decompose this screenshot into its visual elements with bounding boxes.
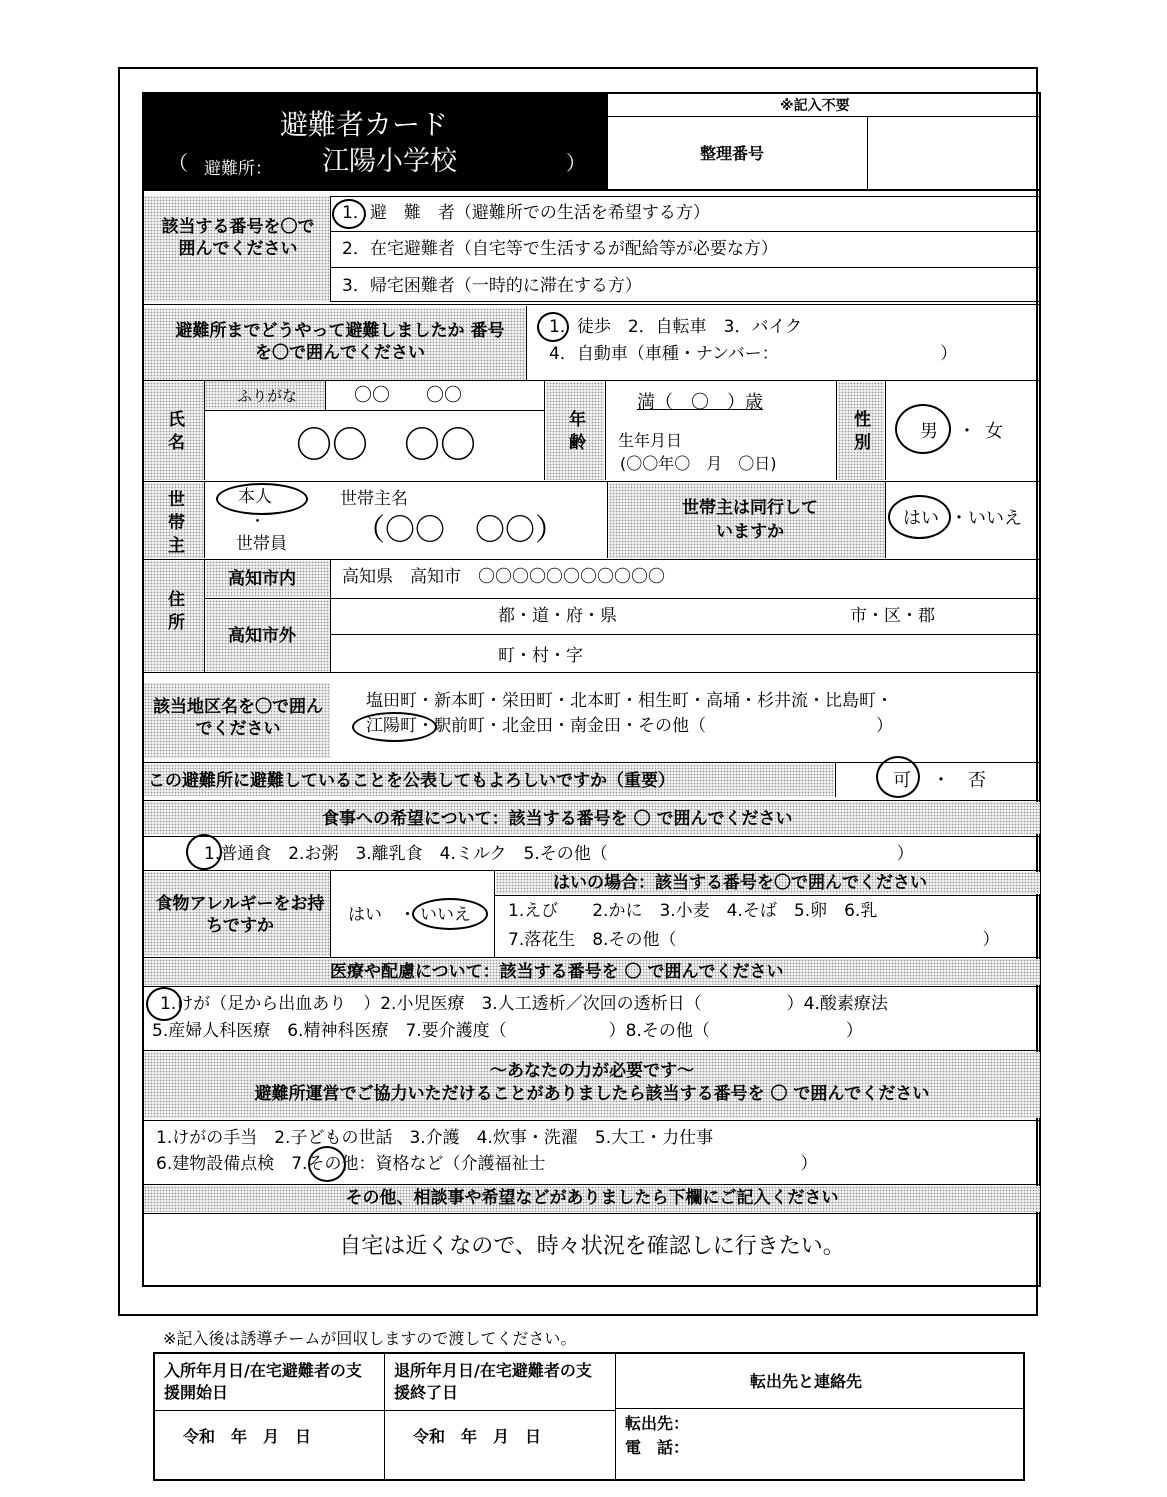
allergy-question: 食物アレルギーをお持ちですか	[155, 894, 325, 936]
allergy-yes[interactable]: はい	[348, 905, 382, 925]
meal-header: 食事への希望について：該当する番号を 〇 で囲んでください	[322, 809, 793, 829]
shelter-label: 避難所：	[204, 159, 272, 179]
address-pref-line[interactable]: 都・道・府・県	[498, 606, 617, 626]
comments-header: その他、相談事や希望などがありましたら下欄にご記入ください	[345, 1188, 839, 1208]
district-header: 該当地区名を〇で囲んでください	[153, 697, 323, 739]
age-value[interactable]: 満（ 〇 ）歳	[637, 392, 763, 413]
household-label: 世帯主	[164, 490, 184, 559]
district-circle-mark	[352, 712, 437, 742]
birth-value[interactable]: (〇〇年〇 月 〇日)	[620, 454, 777, 473]
category-option-3[interactable]: 3．帰宅困難者（一時的に滞在する方）	[342, 276, 642, 296]
furigana-value[interactable]: 〇〇 〇〇	[354, 385, 462, 406]
gender-male[interactable]: 男	[920, 421, 938, 442]
footer-col3-header: 転出先と連絡先	[750, 1372, 863, 1391]
meal-circle-mark	[186, 834, 222, 870]
address-city-line[interactable]: 市・区・郡	[850, 606, 935, 626]
household-dot: ・	[250, 512, 266, 530]
household-head-name[interactable]: （〇〇 〇〇）	[355, 513, 565, 548]
household-head-label: 世帯主名	[340, 489, 408, 509]
allergy-dot: ・	[399, 905, 416, 925]
reg-number-label: 整理番号	[700, 144, 765, 163]
no-entry-note: ※記入不要	[780, 98, 850, 114]
publish-no[interactable]: 否	[968, 770, 986, 791]
together-circle-mark	[888, 495, 951, 539]
district-line-2[interactable]: 江陽町・駅前町・北金田・南金田・その他（ ）	[366, 716, 893, 736]
category-option-1[interactable]: 1．避 難 者（避難所での生活を希望する方）	[342, 203, 710, 223]
furigana-label: ふりがな	[237, 387, 298, 405]
household-member[interactable]: 世帯員	[236, 534, 287, 554]
footer-note: ※記入後は誘導チームが回収しますので渡してください。	[163, 1329, 577, 1348]
allergy-header: はいの場合：該当する番号を〇で囲んでください	[553, 873, 927, 893]
allergy-line-2[interactable]: 7.落花生 8.その他（ ）	[508, 930, 1000, 950]
publish-yes[interactable]: 可	[893, 770, 911, 791]
gender-circle-mark	[895, 404, 951, 454]
birth-label: 生年月日	[618, 431, 683, 450]
help-header-1: ～あなたの力が必要です～	[490, 1061, 694, 1081]
footer-col1-header: 入所年月日/在宅避難者の支援開始日	[164, 1361, 362, 1402]
medical-line-1[interactable]: 1.けが（足から出血あり ）2.小児医療 3.人工透析／次回の透析日（ ）4.酸素療法	[160, 994, 888, 1014]
name-label: 氏名	[164, 410, 184, 456]
transport-line-1[interactable]: 1．徒歩 2．自転車 3．バイク	[549, 317, 803, 337]
age-label: 年齢	[565, 410, 585, 456]
publish-question: この避難所に避難していることを公表してもよろしいですか（重要）	[148, 771, 675, 791]
gender-sep: ・	[958, 421, 976, 442]
address-town-line[interactable]: 町・村・字	[498, 646, 583, 666]
help-line-1[interactable]: 1.けがの手当 2.子どもの世話 3.介護 4.炊事・洗濯 5.大工・力仕事	[156, 1128, 714, 1148]
together-no[interactable]: ・いいえ	[950, 508, 1022, 529]
together-question: 世帯主は同行していますか	[682, 498, 818, 542]
together-yes[interactable]: はい	[903, 508, 939, 529]
help-circle-mark	[308, 1146, 346, 1182]
help-line-2[interactable]: 6.建物設備点検 7.その他：資格など（介護福祉士 ）	[156, 1154, 818, 1174]
address-inside-value[interactable]: 高知県 高知市 〇〇〇〇〇〇〇〇〇〇〇	[342, 567, 665, 587]
footer-date-2[interactable]: 令和 年 月 日	[413, 1427, 542, 1446]
footer-col2-header: 退所年月日/在宅避難者の支援終了日	[394, 1361, 592, 1402]
card-title: 避難者カード	[280, 108, 449, 141]
gender-female[interactable]: 女	[985, 421, 1003, 442]
footer-phone-label[interactable]: 電 話：	[625, 1438, 690, 1457]
address-inside-label: 高知市内	[228, 569, 296, 589]
allergy-circle-mark	[412, 898, 488, 930]
help-header-2: 避難所運営でご協力いただけることがありましたら該当する番号を 〇 で囲んでください	[254, 1084, 930, 1104]
medical-circle-mark	[146, 987, 182, 1021]
district-line-1[interactable]: 塩田町・新本町・栄田町・北本町・相生町・高埇・杉井流・比島町・	[366, 691, 893, 711]
gender-label: 性別	[850, 410, 870, 456]
footer-date-1[interactable]: 令和 年 月 日	[183, 1427, 312, 1446]
shelter-name: 江陽小学校	[322, 146, 457, 177]
medical-header: 医療や配慮について：該当する番号を 〇 で囲んでください	[330, 962, 784, 982]
transport-circle-mark	[537, 312, 569, 342]
category-circle-mark	[332, 199, 366, 229]
name-value[interactable]: 〇〇 〇〇	[296, 425, 477, 466]
medical-line-2[interactable]: 5.産婦人科医療 6.精神科医療 7.要介護度（ ）8.その他（ ）	[152, 1021, 863, 1041]
address-label: 住所	[164, 590, 184, 636]
meal-options[interactable]: 1.普通食 2.お粥 3.離乳食 4.ミルク 5.その他（ ）	[204, 844, 914, 864]
household-self[interactable]: 本人	[238, 487, 272, 507]
shelter-close: ）	[566, 151, 586, 175]
shelter-open: （	[168, 151, 188, 175]
allergy-line-1[interactable]: 1.えび 2.かに 3.小麦 4.そば 5.卵 6.乳	[508, 901, 878, 921]
category-header: 該当する番号を〇で囲んでください	[161, 217, 315, 259]
category-option-2[interactable]: 2．在宅避難者（自宅等で生活するが配給等が必要な方）	[342, 239, 778, 259]
reg-number-field[interactable]	[868, 117, 1040, 189]
transport-header: 避難所までどうやって避難しましたか 番号を〇で囲んでください	[175, 321, 505, 363]
publish-circle-mark	[876, 756, 920, 798]
allergy-no[interactable]: いいえ	[420, 905, 471, 925]
footer-move-label[interactable]: 転出先：	[625, 1414, 690, 1433]
transport-line-2[interactable]: 4．自動車（車種・ナンバー： ）	[549, 344, 958, 364]
publish-sep: ・	[932, 770, 950, 791]
comments-text[interactable]: 自宅は近くなので、時々状況を確認しに行きたい。	[339, 1234, 845, 1259]
address-outside-label: 高知市外	[228, 626, 296, 646]
